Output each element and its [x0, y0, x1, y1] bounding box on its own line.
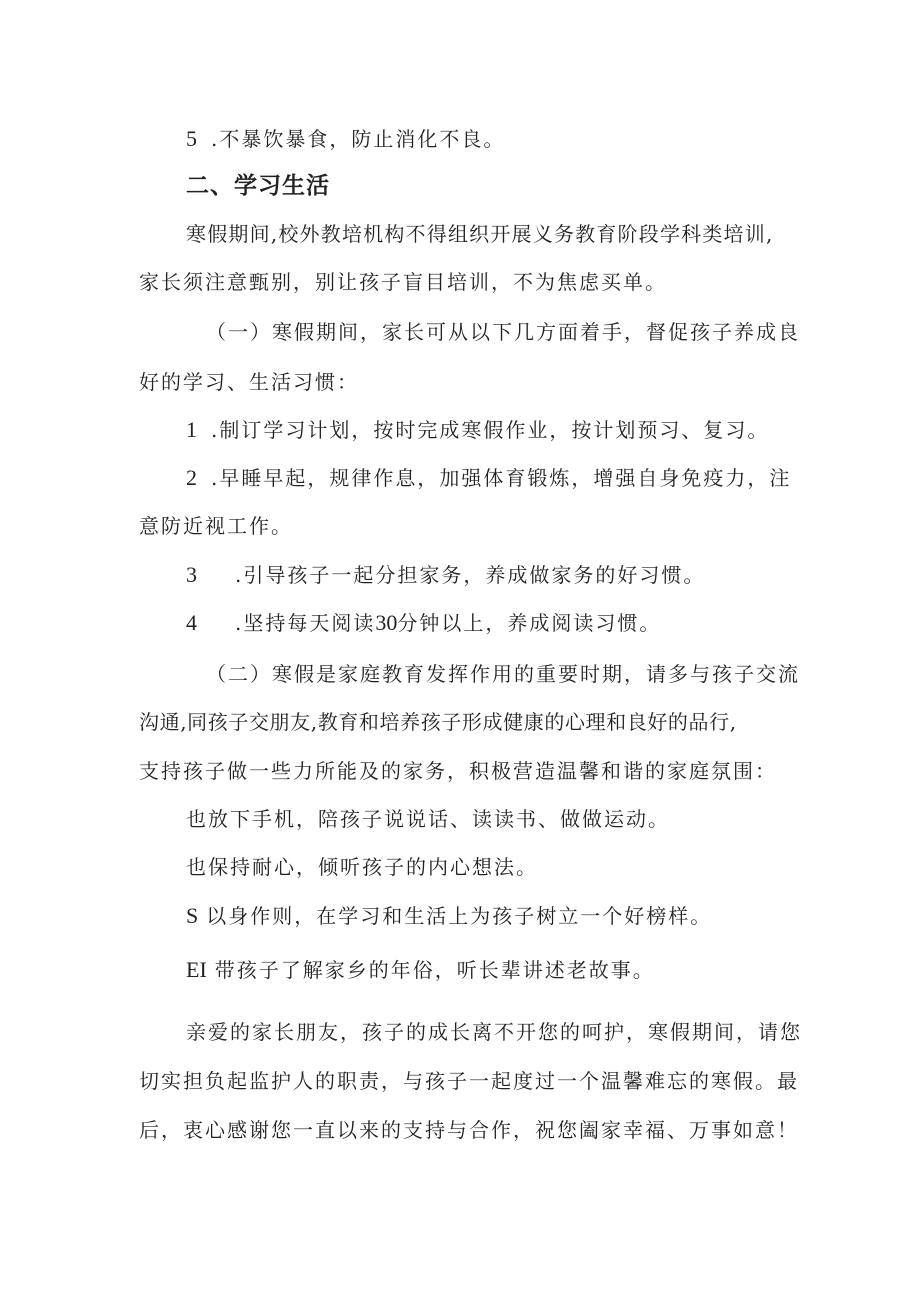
item-number: 4: [186, 610, 197, 635]
item-value: 30: [375, 610, 398, 635]
item-text: .不暴饮暴食，防止消化不良。: [211, 127, 506, 151]
bullet-prefix: EI: [186, 957, 207, 982]
list-item-3: [186, 561, 705, 589]
item-text: .制订学习计划，按时完成寒假作业，按计划预习、复习。: [211, 418, 770, 442]
bullet-text: 带孩子了解家乡的年俗，听长辈讲述老故事。: [214, 958, 655, 982]
list-item-1: [186, 416, 769, 444]
closing-line: 亲爱的家长朋友，孩子的成长离不开您的呵护，寒假期间，请您: [186, 1020, 802, 1044]
bullet-item: 也保持耐心，倾听孩子的内心想法。: [186, 855, 538, 879]
subsection-line: （二）寒假是家庭教育发挥作用的重要时期，请多与孩子交流: [206, 662, 800, 686]
section-heading: 二、学习生活: [186, 173, 330, 199]
paragraph-line: 寒假期间,校外教培机构不得组织开展义务教育阶段学科类培训,: [186, 222, 774, 246]
item-text: .引导孩子一起分担家务，养成做家务的好习惯。: [235, 563, 706, 587]
bullet-item: [186, 902, 712, 930]
list-item-continuation: 意防近视工作。: [139, 514, 293, 538]
item-number: 1: [186, 417, 197, 442]
subsection-line: 支持孩子做一些力所能及的家务，积极营造温馨和谐的家庭氛围：: [139, 759, 777, 783]
item-text: 分钟以上，养成阅读习惯。: [397, 611, 662, 635]
item-number: 5: [186, 126, 197, 151]
list-item-2: [186, 464, 791, 492]
list-item-4: [186, 609, 661, 637]
bullet-prefix: S: [186, 903, 199, 928]
item-text: .早睡早起，规律作息，加强体育锻炼，增强自身免疫力，注: [211, 466, 792, 490]
subsection-line: 沟通,同孩子交朋友,教育和培养孩子形成健康的心理和良好的品行,: [139, 710, 737, 734]
bullet-item: [186, 956, 655, 984]
closing-line: 后，衷心感谢您一直以来的支持与合作，祝您阖家幸福、万事如意！: [139, 1118, 799, 1142]
item-number: 3: [186, 562, 197, 587]
item-number: 2: [186, 465, 197, 490]
item-text: .坚持每天阅读: [235, 611, 376, 635]
subsection-line: 好的学习、生活习惯：: [139, 370, 359, 394]
bullet-item: 也放下手机，陪孩子说说话、读读书、做做运动。: [186, 807, 670, 831]
list-item-5: [186, 125, 505, 153]
closing-line: 切实担负起监护人的职责，与孩子一起度过一个温馨难忘的寒假。最: [139, 1069, 799, 1093]
subsection-line: （一）寒假期间，家长可从以下几方面着手，督促孩子养成良: [206, 320, 800, 344]
bullet-text: 以身作则，在学习和生活上为孩子树立一个好榜样。: [206, 904, 713, 928]
paragraph-line: 家长须注意甄别，别让孩子盲目培训，不为焦虑买单。: [139, 270, 667, 294]
